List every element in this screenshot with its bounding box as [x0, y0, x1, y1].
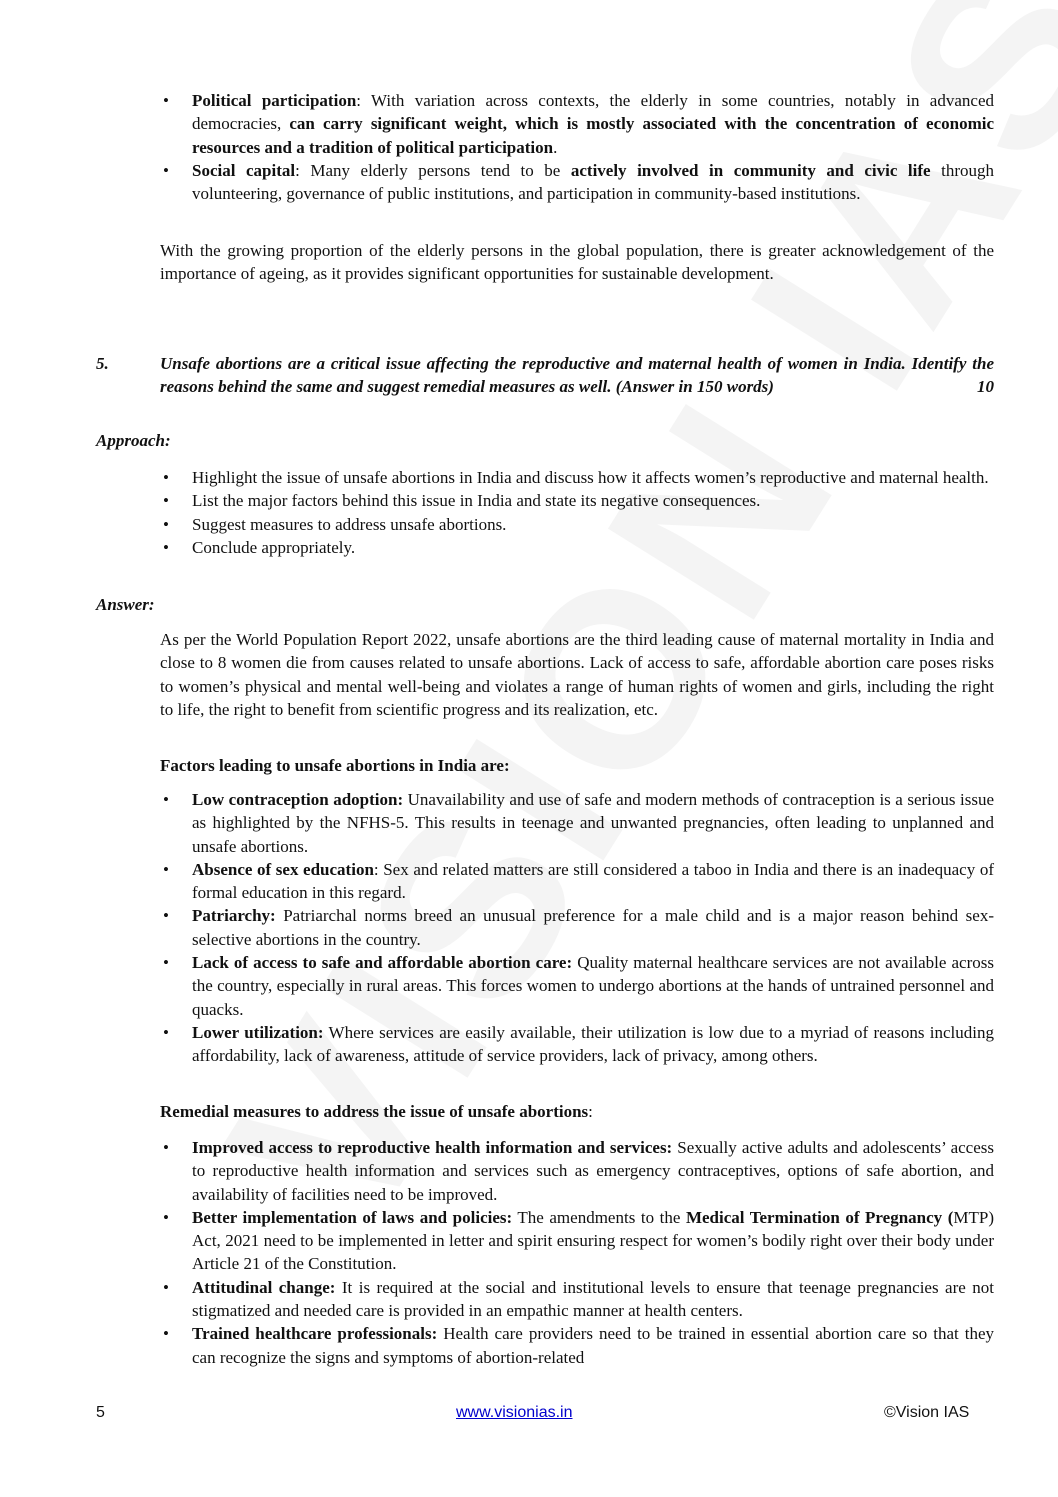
list-item [160, 513, 994, 536]
bullet-icon: • [163, 953, 169, 973]
text: Conclude appropriately. [192, 537, 356, 557]
bullet-icon: • [163, 790, 169, 809]
list-item [160, 1322, 994, 1369]
text: Where services are easily available, their utilization is low due to a myriad of reasons including affordability, lack of awareness, attitude of service providers, lack of privacy, among others. [192, 1022, 994, 1066]
list-item [160, 788, 994, 858]
remedial-heading [160, 1100, 994, 1123]
text: Quality maternal healthcare services are not available across the country, especially in rural areas. This forces women to undergo abortions at the hands of untrained personnel and quacks. [192, 953, 994, 1019]
text: Health care providers need to be trained in essential abortion care so that they can recognize the signs and symptoms of abortion-related [192, 1324, 994, 1367]
answer-label: Answer: [96, 595, 155, 614]
text: Sexually active adults and adolescents’ access to reproductive health information and services such as emergency contraceptives, options of safe abortion, and availability of facilities need to be improved. [192, 1138, 994, 1204]
question [96, 352, 994, 399]
bullet-icon: • [163, 160, 169, 180]
text: Unavailability and use of safe and modern methods of contraception is a serious issue as highlighted by the NFHS-5. This results in teenage and unwanted pregnancies, often leading to unplanned and unsafe abortions. [192, 790, 994, 856]
text: : Many elderly persons tend to be [295, 160, 571, 180]
list-item [160, 951, 994, 1021]
bold-text: Political participation [192, 91, 357, 110]
bullet-icon: • [163, 1022, 169, 1042]
factors-bullet-list [160, 788, 994, 1068]
bold-text: actively involved in community and civic life [570, 160, 931, 180]
text: List the major factors behind this issue in India and state its negative consequences. [192, 491, 761, 511]
conclusion-paragraph: With the growing proportion of the elderly persons in the global population, there is greater acknowledgement of the importance of ageing, as it provides significant opportunities for sustainable development. [160, 241, 994, 284]
remedial-bullet-list [160, 1136, 994, 1369]
bold-text: Patriarchy: [192, 906, 276, 926]
top-bullet-list [160, 89, 994, 205]
list-item [160, 536, 994, 559]
remedial-heading-text: Remedial measures to address the issue of unsafe abortions [160, 1102, 589, 1121]
list-item [160, 1206, 994, 1276]
bold-text: Trained healthcare professionals: [192, 1324, 438, 1344]
list-item [160, 489, 994, 512]
text: : With variation across contexts, the elderly in some countries, notably in advanced democracies, [192, 91, 994, 134]
list-item [160, 89, 994, 159]
list-item [160, 858, 994, 905]
text: It is required at the social and institutional levels to ensure that teenage pregnancies are not stigmatized and needed care is provided in an empathic manner at health centers. [192, 1277, 994, 1321]
text: through volunteering, governance of public institutions, and participation in community-based institutions. [192, 160, 994, 204]
bullet-icon: • [163, 491, 169, 511]
text: Patriarchal norms breed an unusual preference for a male child and is a major reason behind sex-selective abortions in the country. [192, 906, 994, 949]
bullet-icon: • [163, 1324, 169, 1344]
list-item [160, 904, 994, 951]
factors-heading: Factors leading to unsafe abortions in India are: [160, 756, 510, 775]
bullet-icon: • [163, 537, 169, 557]
question-text: Unsafe abortions are a critical issue affecting the reproductive and maternal health of women in India. Identify the reasons behind the same and suggest remedial measures as well. (Answer in 150 words) [160, 354, 994, 397]
bold-text: Attitudinal change: [192, 1277, 336, 1297]
bold-text: Improved access to reproductive health information and services: [192, 1138, 673, 1157]
bullet-icon: • [163, 468, 169, 487]
bold-text: Social capital [192, 160, 296, 180]
approach-label: Approach: [96, 431, 171, 450]
remedial-heading-colon: : [588, 1102, 593, 1121]
text: The amendments to the [512, 1207, 686, 1227]
bold-text: Lower utilization: [192, 1022, 324, 1042]
bold-text: Better implementation of laws and policies: [192, 1207, 513, 1227]
text: Highlight the issue of unsafe abortions in India and discuss how it affects women’s reproductive and maternal health. [192, 468, 989, 487]
text: : Sex and related matters are still considered a taboo in India and there is an inadequacy of formal education in this regard. [192, 859, 994, 903]
bold-text: Lack of access to safe and affordable abortion care: [192, 953, 573, 973]
bold-text: Low contraception adoption: [192, 790, 404, 809]
list-item [160, 159, 994, 206]
bold-text: Absence of sex education [192, 859, 374, 879]
list-item [160, 1136, 994, 1206]
question-number: 5. [96, 354, 109, 373]
bullet-icon: • [163, 1207, 169, 1227]
bold-text: Medical Termination of Pregnancy ( [685, 1207, 954, 1227]
answer-intro: As per the World Population Report 2022, unsafe abortions are the third leading cause of maternal mortality in India and close to 8 women die from causes related to unsafe abortions. Lack of access to safe, affordable abortion care poses risks to women’s physical and mental well-being and violates a range of human rights of women and girls, including the right to life, the right to benefit from scientific progress and its realization, etc. [160, 630, 994, 719]
text: MTP) Act, 2021 need to be implemented in letter and spirit ensuring respect for women’s bodily right over their body under Article 21 of the Constitution. [192, 1207, 994, 1274]
text: Suggest measures to address unsafe abortions. [192, 514, 507, 534]
bullet-icon: • [163, 1138, 169, 1157]
approach-bullet-list [160, 466, 994, 559]
list-item [160, 1021, 994, 1068]
bullet-icon: • [163, 859, 169, 879]
bullet-icon: • [163, 91, 169, 110]
list-item [160, 1276, 994, 1323]
bold-text: can carry significant weight, which is mostly associated with the concentration of economic resources and a tradition of political participation [192, 114, 994, 157]
website-link[interactable]: www.visionias.in [456, 1404, 573, 1421]
list-item [160, 466, 994, 489]
copyright: ©Vision IAS [884, 1404, 970, 1421]
question-marks: 10 [977, 377, 994, 397]
page-number: 5 [96, 1404, 105, 1421]
text: . [553, 137, 558, 157]
bullet-icon: • [163, 514, 169, 534]
bullet-icon: • [163, 906, 169, 926]
bullet-icon: • [163, 1277, 169, 1297]
